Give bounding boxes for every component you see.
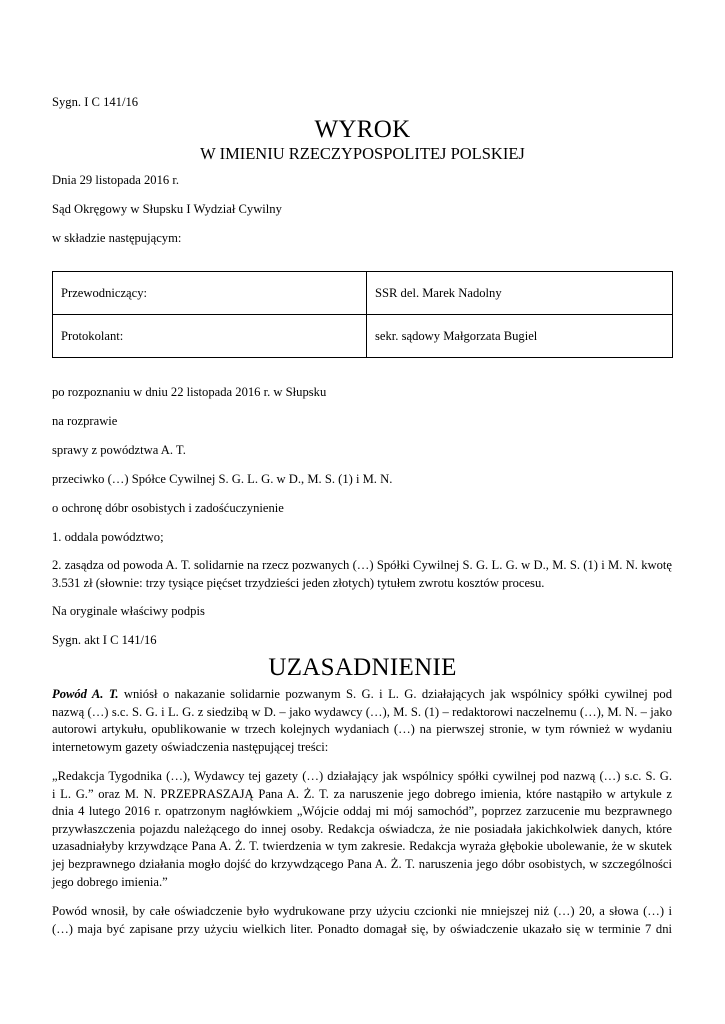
- hearing-info: po rozpoznaniu w dniu 22 listopada 2016 r. w Słupsku: [52, 385, 327, 399]
- text-line: dnia 4 lutego 2016 r. opatrzonym nagłówkiem „Wójcie oddaj mi mój samochód”, poprzez zarzucenie mu bezprawnego: [52, 804, 672, 819]
- justification-title: UZASADNIENIE: [268, 654, 457, 681]
- table-row: [53, 272, 673, 315]
- claim-subject: o ochronę dóbr osobistych i zadośćuczynienie: [52, 501, 284, 515]
- text-line: 2. zasądza od powoda A. T. solidarnie na rzecz pozwanych (…) Spółki Cywilnej S. G. L. G. w D., M. S. (1) i M. N. kwotę: [52, 558, 672, 572]
- signature-note: Na oryginale właściwy podpis: [52, 604, 205, 618]
- text-line: przywłaszczenia pojazdu należącego do innej osoby. Redakcja oświadcza, że nie posiadała jakichkolwiek danych, które: [52, 821, 672, 836]
- table-cell-role: Protokolant:: [53, 315, 367, 358]
- document-title: WYROK: [314, 116, 411, 143]
- plaintiff-label: Powód A. T.: [52, 687, 119, 701]
- text-line: Powód wnosił, by całe oświadczenie było wydrukowane przy użyciu czcionki nie mniejszej niż (…) 20, a słowa (…) i: [52, 904, 672, 918]
- hearing-type: na rozprawie: [52, 414, 118, 428]
- table-cell-person: SSR del. Marek Nadolny: [367, 272, 673, 315]
- case-act-signature: Sygn. akt I C 141/16: [52, 633, 157, 647]
- text-line: internetowym gazety oświadczenia następującej treści:: [52, 739, 329, 754]
- claim-from: sprawy z powództwa A. T.: [52, 443, 186, 457]
- text-line: „Redakcja Tygodnika (…), Wydawcy tej gazety (…) działający jak wspólnicy spółki cywilnej pod nazwą (…) s.c. S. G.: [52, 769, 672, 783]
- judgment-date: Dnia 29 listopada 2016 r.: [52, 173, 179, 187]
- text-line: [52, 686, 672, 704]
- table-cell-role: Przewodniczący:: [53, 272, 367, 315]
- justification-paragraph-1: [52, 686, 672, 756]
- text-line: 3.531 zł (słownie: trzy tysiące pięćset trzydzieści jeden złotych) tytułem zwrotu kosztów procesu.: [52, 575, 545, 590]
- table-cell-person: sekr. sądowy Małgorzata Bugiel: [367, 315, 673, 358]
- text-line: uzasadniałyby krzywdzące Pana A. Ż. T. twierdzenia w tym zakresie. Redakcja wyraża głębokie ubolewanie, że w skutek: [52, 839, 672, 854]
- text-fragment: wniósł o nakazanie solidarnie pozwanym S. G. i L. G. działających jak wspólnicy spółki cywilnej pod: [118, 687, 673, 701]
- claim-against: przeciwko (…) Spółce Cywilnej S. G. L. G. w D., M. S. (1) i M. N.: [52, 472, 393, 486]
- text-line: (…) maja być zapisane przy użyciu wielkich liter. Ponadto domagał się, by oświadczenie ukazało się w terminie 7 dni: [52, 921, 672, 936]
- justification-quote: [52, 768, 672, 891]
- text-line: jej bezprawnego działania mogło dojść do krzywdzącego Pana A. Ż. T. naruszenia jego dóbr osobistych, w szczególności: [52, 856, 672, 871]
- text-line: i L. G.” oraz M. N. PRZEPRASZAJĄ Pana A. Ż. T. za naruszenie jego dobrego imienia, które nastąpiło w artykule z: [52, 786, 672, 801]
- text-line: jego dobrego imienia.”: [52, 874, 168, 889]
- ruling-point-2: [52, 557, 672, 592]
- court-name: Sąd Okręgowy w Słupsku I Wydział Cywilny: [52, 202, 282, 216]
- case-signature: Sygn. I C 141/16: [52, 95, 139, 109]
- document-subtitle: W IMIENIU RZECZYPOSPOLITEJ POLSKIEJ: [200, 144, 525, 163]
- table-row: [53, 315, 673, 358]
- text-line: nazwą (…) s.c. S. G. i L. G. z siedzibą w D. – jako wydawcy (…), M. S. (1) – redaktorowi naczelnemu (…), M. N. – jako: [52, 704, 672, 719]
- justification-paragraph-2: [52, 903, 672, 938]
- court-composition-table: [52, 271, 673, 358]
- text-line: autorowi artykułu, opublikowanie w trzech kolejnych wydaniach (…) na pierwszej stronie, w tym również w wydaniu: [52, 722, 672, 737]
- composition-intro: w składzie następującym:: [52, 231, 182, 245]
- ruling-point-1: 1. oddala powództwo;: [52, 530, 164, 544]
